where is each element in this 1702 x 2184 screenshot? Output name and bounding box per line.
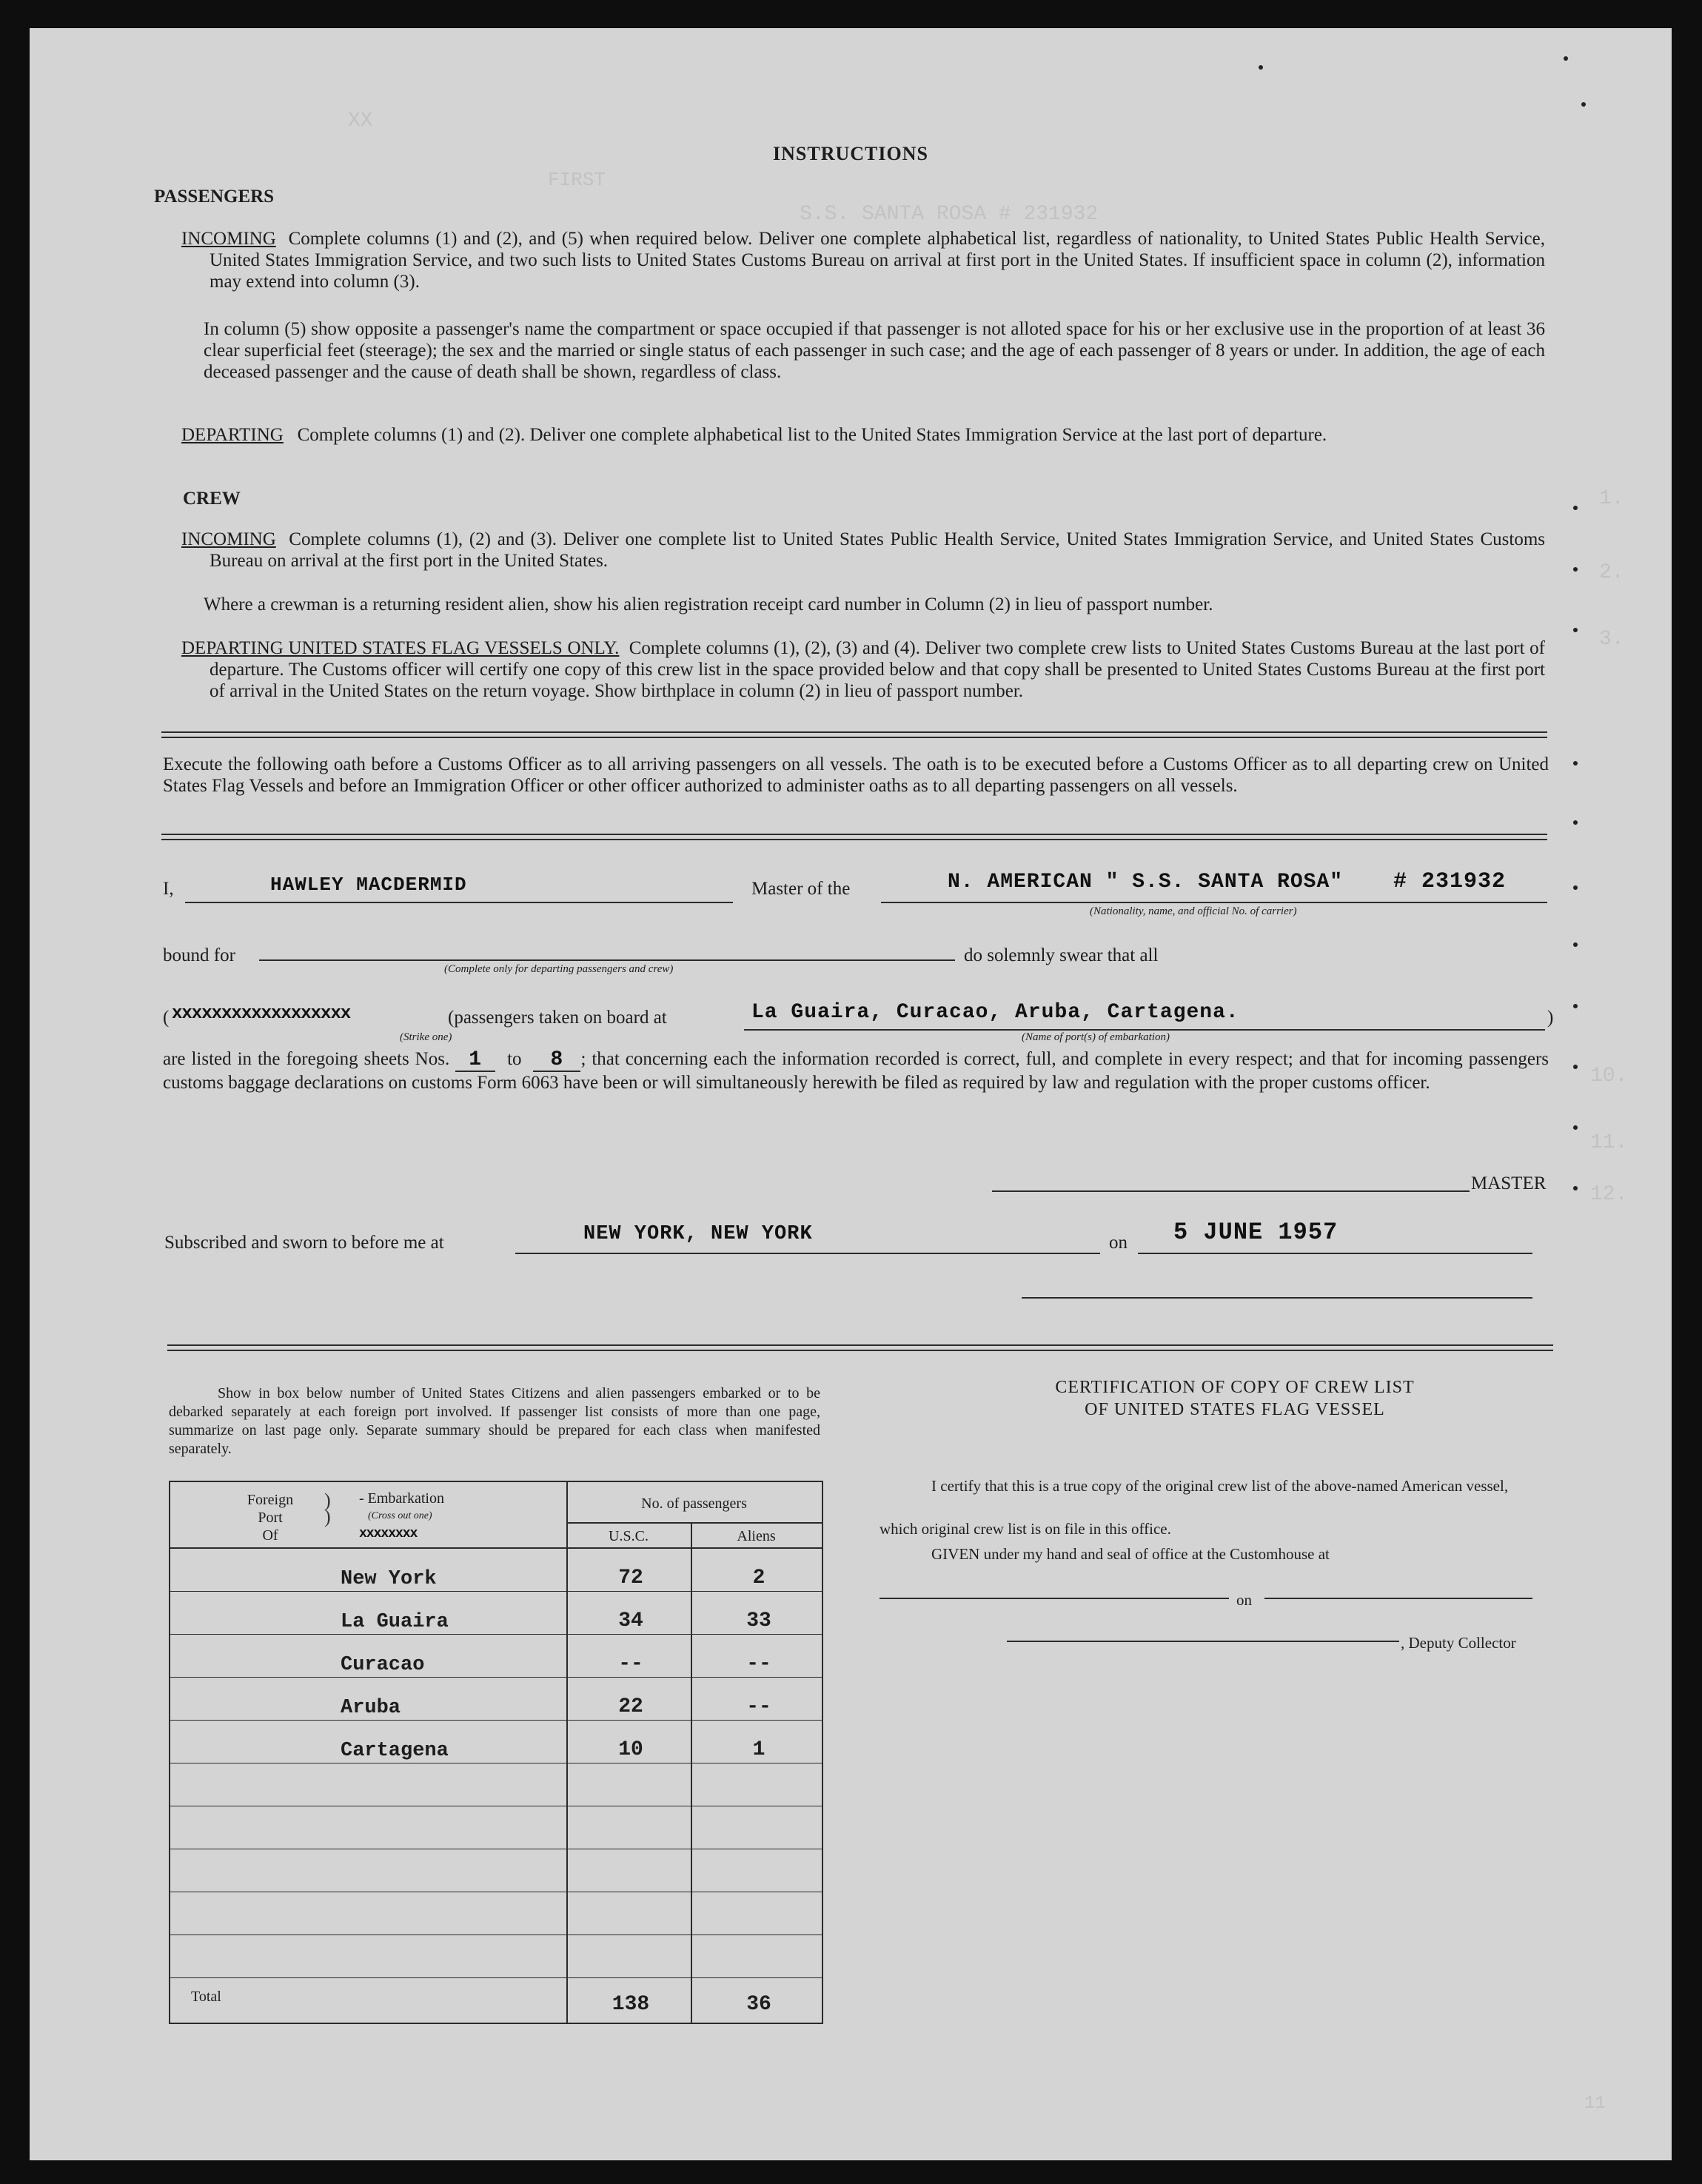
ghost-mark: 12. <box>1590 1183 1628 1206</box>
subscribed-label: Subscribed and sworn to before me at <box>164 1233 444 1253</box>
table-header-divider <box>170 1547 822 1549</box>
sheet-to: 8 <box>533 1049 580 1072</box>
open-paren: ( <box>163 1008 170 1028</box>
table-row-aliens: 1 <box>752 1738 765 1761</box>
total-usc: 138 <box>612 1993 650 2016</box>
total-aliens: 36 <box>746 1993 771 2016</box>
subscribed-on-label: on <box>1109 1233 1128 1253</box>
strike-caption: (Strike one) <box>400 1031 452 1043</box>
deputy-label: , Deputy Collector <box>1401 1634 1516 1652</box>
row-divider <box>170 1720 822 1721</box>
header-of: Of <box>262 1527 278 1544</box>
passengers-heading: PASSENGERS <box>154 187 275 207</box>
header-no-passengers: No. of passengers <box>641 1495 747 1512</box>
swear-label: do solemnly swear that all <box>964 945 1159 965</box>
subscribed-date: 5 JUNE 1957 <box>1173 1219 1339 1246</box>
given-text: GIVEN under my hand and seal of office at the Customhouse at <box>931 1545 1330 1563</box>
crew-heading: CREW <box>183 489 241 509</box>
passengers-departing-text: Complete columns (1) and (2). Deliver one complete alphabetical list to the United States Immigration Service at the last port of departure. <box>297 425 1327 445</box>
master-of-label: Master of the <box>751 879 851 899</box>
sheets-prefix: are listed in the foregoing sheets Nos. <box>163 1049 450 1069</box>
official-signature-field[interactable] <box>1022 1296 1532 1299</box>
table-row-usc: -- <box>618 1652 643 1675</box>
header-cross: (Cross out one) <box>368 1510 432 1521</box>
crew-returning-paragraph: Where a crewman is a returning resident alien, show his alien registration receipt card number in Column (2) in lieu of passport number. <box>204 594 1213 614</box>
ghost-mark: 3. <box>1599 628 1624 651</box>
table-row-port: Cartagena <box>341 1740 449 1762</box>
crew-incoming-paragraph <box>181 529 1545 572</box>
table-row-port: Curacao <box>341 1654 425 1676</box>
table-row-usc: 10 <box>618 1738 643 1761</box>
passengers-departing-paragraph <box>181 424 1545 446</box>
speck <box>1573 506 1578 510</box>
header-embarkation-block <box>359 1490 444 1543</box>
struck-out-text: xxxxxxxxxxxxxxxxxx <box>172 1004 351 1024</box>
ghost-mark: 1. <box>1599 487 1624 510</box>
master-name: HAWLEY MACDERMID <box>270 874 467 896</box>
speck <box>1573 942 1578 947</box>
row-divider <box>170 1677 822 1678</box>
header-port: Port <box>258 1510 283 1526</box>
master-label: MASTER <box>1471 1173 1547 1193</box>
table-row-usc: 72 <box>618 1567 643 1590</box>
table-row-usc: 22 <box>618 1695 643 1718</box>
crew-incoming-label: INCOMING <box>181 529 276 549</box>
certification-on-label: on <box>1236 1591 1252 1609</box>
divider <box>167 1344 1553 1351</box>
document-page <box>30 28 1672 2160</box>
table-row-aliens: -- <box>746 1695 771 1718</box>
header-foreign-block <box>215 1491 326 1544</box>
oath-i-label: I, <box>163 879 174 899</box>
ghost-mark: 2. <box>1599 561 1624 584</box>
embarkation-ports: La Guaira, Curacao, Aruba, Cartagena. <box>751 1001 1239 1024</box>
speck <box>1573 628 1578 632</box>
header-aliens: Aliens <box>737 1528 776 1544</box>
crew-departing-label: DEPARTING UNITED STATES FLAG VESSELS ONLY. <box>181 638 620 658</box>
passengers-departing-label: DEPARTING <box>181 425 284 445</box>
divider <box>161 731 1547 738</box>
vessel-name: N. AMERICAN " S.S. SANTA ROSA" <box>948 871 1344 894</box>
crew-departing-text: Complete columns (1), (2), (3) and (4). Deliver two complete crew lists to United States Customs Bureau at the last port of departure. The Customs officer will certify one copy of this crew list in the space provided below and that copy shall be presented to United States Customs Bureau at the first port of arrival in the United States on the return voyage. Show birthplace in column (2) in lieu of passport number. <box>210 638 1546 701</box>
passengers-incoming-label: INCOMING <box>181 229 276 249</box>
speck <box>1573 1065 1578 1069</box>
table-row-usc: 34 <box>618 1609 643 1632</box>
ports-caption: (Name of port(s) of embarkation) <box>1022 1031 1170 1043</box>
table-row-aliens: 33 <box>746 1609 771 1632</box>
certification-text: I certify that this is a true copy of the original crew list of the above-named American vessel, which original crew list is on file in this office. <box>880 1477 1509 1538</box>
table-header-divider <box>566 1522 822 1524</box>
bound-for-caption: (Complete only for departing passengers and crew) <box>444 963 674 975</box>
deputy-signature-field[interactable] <box>1007 1633 1399 1642</box>
total-label: Total <box>191 1989 221 2005</box>
passengers-incoming-paragraph <box>181 228 1545 292</box>
speck <box>1573 885 1578 890</box>
vessel-number: # 231932 <box>1393 869 1507 894</box>
passengers-incoming-text: Complete columns (1) and (2), and (5) when required below. Deliver one complete alphabetical list, regardless of nationality, to United States Public Health Service, United States Immigration Service, and two such lists to United States Customs Bureau on arrival at first port in the United States. If insufficient space in column (2), information may extend into column (3). <box>210 229 1546 292</box>
certification-date-field[interactable] <box>1264 1590 1532 1599</box>
row-divider <box>170 1591 822 1592</box>
summary-table <box>169 1481 823 2024</box>
table-row-aliens: -- <box>746 1652 771 1675</box>
table-row-port: La Guaira <box>341 1611 449 1633</box>
close-paren: ) <box>1547 1008 1554 1028</box>
speck <box>1581 102 1586 107</box>
taken-on-label: (passengers taken on board at <box>448 1008 667 1028</box>
sheet-from: 1 <box>455 1049 495 1072</box>
row-divider <box>170 1634 822 1635</box>
ghost-mark: 11 <box>1584 2094 1606 2114</box>
subscribed-place: NEW YORK, NEW YORK <box>583 1223 813 1245</box>
table-row-port: Aruba <box>341 1697 401 1719</box>
certification-title-2: OF UNITED STATES FLAG VESSEL <box>1085 1400 1385 1419</box>
table-row-aliens: 2 <box>752 1567 765 1590</box>
bound-for-field[interactable] <box>259 939 955 961</box>
ghost-mark: 10. <box>1590 1065 1628 1088</box>
ghost-mark: 11. <box>1590 1131 1628 1154</box>
certification-title-1: CERTIFICATION OF COPY OF CREW LIST <box>1055 1378 1415 1397</box>
speck <box>1564 56 1568 61</box>
crew-departing-paragraph <box>181 637 1545 702</box>
taken-on-text: passengers taken on board at <box>454 1008 667 1028</box>
bound-for-label: bound for <box>163 945 235 965</box>
divider <box>161 834 1547 840</box>
ghost-mark: S.S. SANTA ROSA # 231932 <box>800 203 1099 226</box>
master-signature-field[interactable] <box>992 1176 1470 1192</box>
header-embarkation: - Embarkation <box>359 1490 444 1507</box>
speck <box>1573 761 1578 766</box>
table-column-divider <box>566 1482 568 2023</box>
page-title: INSTRUCTIONS <box>773 143 928 164</box>
sheets-paragraph <box>163 1048 1549 1093</box>
table-column-divider <box>691 1522 692 2023</box>
summary-instructions: Show in box below number of United States Citizens and alien passengers embarked or to be debarked separately at each foreign port involved. If passenger list consists of more than one page, summarize on last page only. Separate summary should be prepared for each class when manifested separately. <box>169 1385 820 1457</box>
brace-glyph: ) ) <box>324 1490 331 1527</box>
speck <box>1573 1004 1578 1008</box>
speck <box>1259 65 1263 70</box>
header-struck: xxxxxxxx <box>359 1527 418 1541</box>
row-divider <box>170 1977 822 1978</box>
sheets-suffix: ; that concerning each the information recorded is correct, full, and complete in every respect; and that for incoming passengers customs baggage declarations on customs Form 6063 have been or will simultaneously herewith be filed as required by law and regulation with the proper customs officer. <box>163 1049 1549 1093</box>
speck <box>1573 1186 1578 1190</box>
crew-incoming-text: Complete columns (1), (2) and (3). Deliver one complete list to United States Public Health Service, United States Immigration Service, and United States Customs Bureau on arrival at the first port in the United States. <box>210 529 1545 571</box>
oath-intro-paragraph: Execute the following oath before a Customs Officer as to all arriving passengers on all vessels. The oath is to be executed before a Customs Officer as to all departing crew on United States Flag Vessels and before an Immigration Officer or other officer authorized to administer oaths as to all departing passengers on all vessels. <box>163 754 1549 796</box>
to-label: to <box>507 1049 522 1069</box>
speck <box>1573 820 1578 825</box>
speck <box>1573 567 1578 572</box>
vessel-caption: (Nationality, name, and official No. of carrier) <box>1090 905 1297 917</box>
header-usc: U.S.C. <box>609 1528 649 1544</box>
customhouse-field[interactable] <box>880 1590 1229 1599</box>
speck <box>1573 1125 1578 1130</box>
table-row-port: New York <box>341 1568 437 1590</box>
ghost-mark: FIRST <box>548 169 606 191</box>
column5-paragraph: In column (5) show opposite a passenger's name the compartment or space occupied if that passenger is not alloted space for his or her exclusive use in the proportion of at least 36 clear superficial feet (steerage); the sex and the married or single status of each passenger in such case; and the age of each passenger of 8 years or under. In addition, the age of each deceased passenger and the cause of death shall be shown, regardless of class. <box>204 319 1545 382</box>
ghost-mark: XX <box>348 110 373 133</box>
header-foreign: Foreign <box>247 1492 294 1508</box>
